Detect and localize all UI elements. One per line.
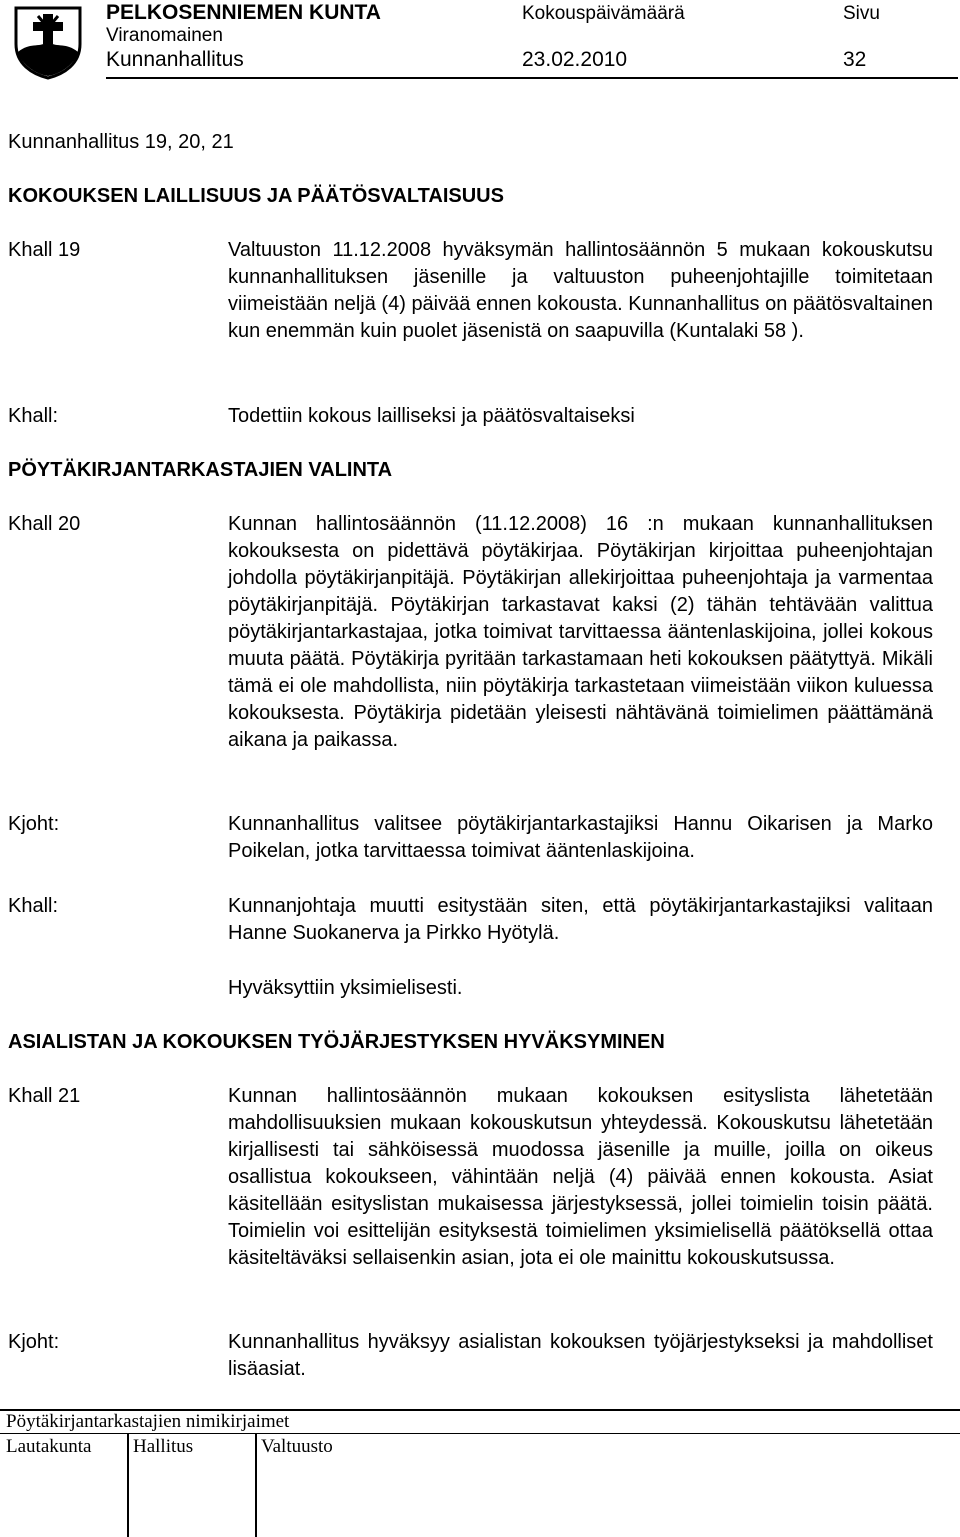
item-label-khall-20: Khall 20 <box>8 513 81 535</box>
item-body-khall-21 <box>228 1083 933 1272</box>
page-number: 32 <box>843 48 867 71</box>
section-heading-reviewers: PÖYTÄKIRJANTARKASTAJIEN VALINTA <box>8 459 393 481</box>
meeting-date: 23.02.2010 <box>522 48 628 71</box>
proposal-label: Kjoht: <box>8 1331 60 1353</box>
paragraph: Valtuuston 11.12.2008 hyväksymän hallintosäännön 5 mukaan kokouskutsu kunnanhallituksen jäsenille ja valtuuston puheenjohtajille toimitetaan viimeistään neljä (4) päivää ennen kokousta. Kunnanhallitus on päätösvaltainen kun enemmän kuin puolet jäsenistä on saapuvilla (Kuntalaki 58 ). <box>228 239 933 342</box>
footer-cell-board: Lautakunta <box>6 1436 92 1457</box>
decision-text: Todettiin kokous lailliseksi ja päätösvaltaiseksi <box>228 405 635 427</box>
decision-label: Khall: <box>8 405 59 427</box>
item-label-khall-21: Khall 21 <box>8 1085 81 1107</box>
page-label: Sivu <box>843 3 880 24</box>
board-name: Kunnanhallitus <box>106 48 244 71</box>
authority-label: Viranomainen <box>106 25 223 46</box>
decision-text <box>228 893 933 947</box>
paragraph: Kunnanhallitus valitsee pöytäkirjantarkastajiksi Hannu Oikarisen ja Marko Poikelan, jotka tarvittaessa toimivat ääntenlaskijoina. <box>228 813 933 862</box>
organization-name: PELKOSENNIEMEN KUNTA <box>106 1 381 24</box>
municipal-coat-of-arms-icon <box>10 4 86 80</box>
proposal-label: Kjoht: <box>8 813 60 835</box>
footer-column-divider <box>127 1433 129 1537</box>
footer-table-rule <box>0 1433 960 1434</box>
footer-column-divider <box>255 1433 257 1537</box>
header-divider <box>106 77 958 79</box>
footer-cell-government: Hallitus <box>133 1436 194 1457</box>
intro-line: Kunnanhallitus 19, 20, 21 <box>8 131 234 153</box>
item-body-khall-19 <box>228 237 933 345</box>
proposal-text <box>228 811 933 865</box>
item-body-khall-20 <box>228 511 933 754</box>
footer-cell-council: Valtuusto <box>261 1436 333 1457</box>
paragraph: Kunnan hallintosäännön (11.12.2008) 16 :n mukaan kunnanhallituksen kokouksesta on pidettävä pöytäkirjaa. Pöytäkirjan kirjoittaa puheenjohtajan johdolla pöytäkirjanpitäjä. Pöytäkirjan allekirjoittaa puheenjohtaja ja varmentaa pöytäkirjanpitäjä. Pöytäkirjan tarkastavat kaksi (2) tähän tehtävään valittua pöytäkirjantarkastajaa, jotka toimivat tarvittaessa ääntenlaskijoina, jollei kokous muuta päätä. Pöytäkirja pyritään tarkastamaan heti kokouksen päätyttyä. Mikäli tämä ei ole mahdollista, niin pöytäkirja tarkastetaan viimeistään viikon kuluessa kokouksesta. Pöytäkirja pidetään yleisesti nähtävänä toimielimen päättämänä aikana ja paikassa. <box>228 513 933 751</box>
item-label-khall-19: Khall 19 <box>8 239 81 261</box>
meeting-date-label: Kokouspäivämäärä <box>522 3 685 24</box>
decision-label: Khall: <box>8 895 59 917</box>
section-heading-legality: KOKOUKSEN LAILLISUUS JA PÄÄTÖSVALTAISUUS <box>8 185 504 207</box>
footer-initials-title: Pöytäkirjantarkastajien nimikirjaimet <box>6 1411 290 1432</box>
document-header <box>0 0 960 95</box>
paragraph: Kunnanjohtaja muutti esitystään siten, että pöytäkirjantarkastajiksi valitaan Hanne Suokanerva ja Pirkko Hyötylä. <box>228 895 933 944</box>
proposal-text <box>228 1329 933 1383</box>
section-heading-agenda: ASIALISTAN JA KOKOUKSEN TYÖJÄRJESTYKSEN HYVÄKSYMINEN <box>8 1031 665 1053</box>
paragraph: Kunnan hallintosäännön mukaan kokouksen esityslista lähetetään mahdollisuuksien mukaan kokouskutsun yhteydessä. Kokouskutsu lähetetään kirjallisesti tai sähköisessä muodossa jäsenille ja muille, joilla on oikeus osallistua kokoukseen, vähintään neljä (4) päivää ennen kokousta. Asiat käsitellään esityslistan mukaisessa järjestyksessä, jollei toimielin toisin päätä. Toimielin voi esittelijän esityksestä toimielimen yksimielisellä päätöksellä ottaa käsiteltäväksi sellaisenkin asian, jota ei ole mainittu kokouskutsussa. <box>228 1085 933 1269</box>
decision-outcome: Hyväksyttiin yksimielisesti. <box>228 977 463 999</box>
paragraph: Kunnanhallitus hyväksyy asialistan kokouksen työjärjestykseksi ja mahdolliset lisäasiat. <box>228 1331 933 1380</box>
